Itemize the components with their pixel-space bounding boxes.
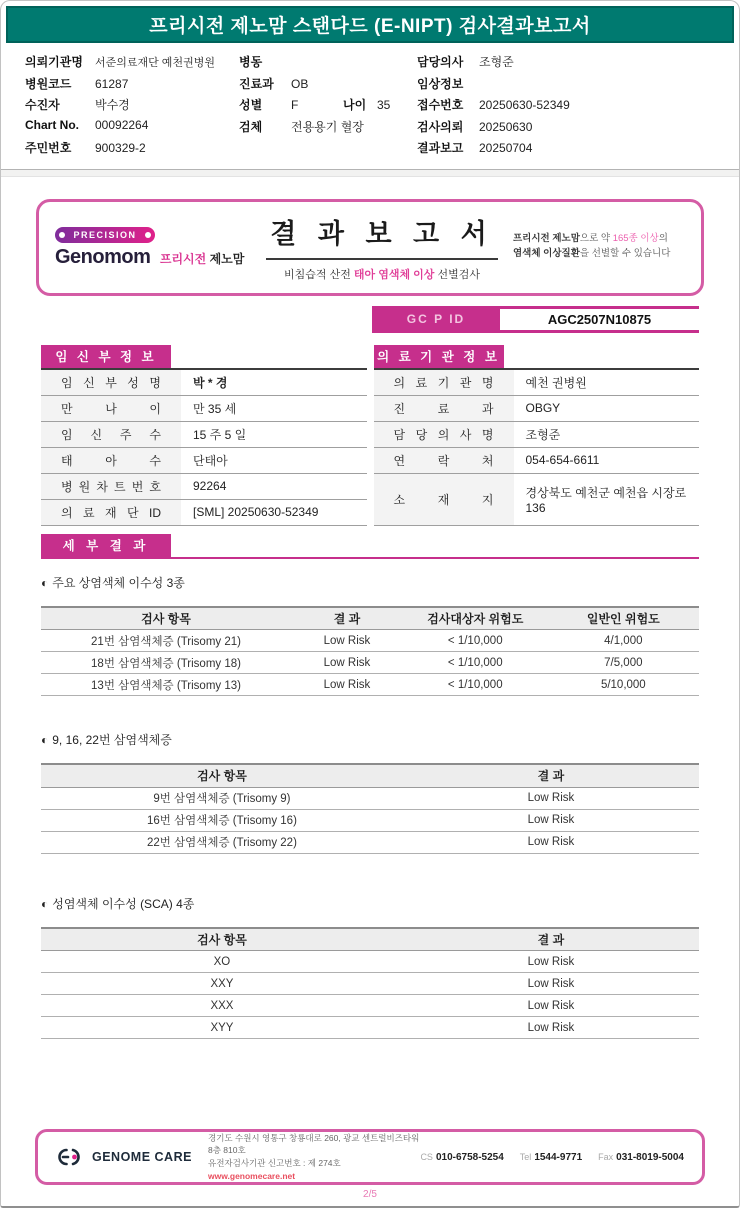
badge-dot-right-icon (145, 232, 151, 238)
table-row: 소 재 지 경상북도 예천군 예천읍 시장로 136 (374, 474, 700, 526)
field-sex-age: 성별 F 나이 35 (239, 98, 391, 112)
subsection-autosome-title: ◐ 주요 상염색체 이수성 3종 (41, 575, 185, 590)
field-specimen: 검체 전용용기 혈장 (239, 119, 364, 134)
table-row: 13번 삼염색체증 (Trisomy 13) Low Risk < 1/10,000 5/10,000 (41, 674, 699, 696)
table-row: 21번 삼염색체증 (Trisomy 21) Low Risk < 1/10,000 4/1,000 (41, 630, 699, 652)
half-circle-bullet-icon: ◐ (41, 896, 49, 911)
field-ward: 병동 (239, 55, 263, 69)
field-chart-no: Chart No. 00092264 (25, 117, 149, 132)
page-number: 2/5 (363, 1189, 377, 1200)
table-row: XXX Low Risk (41, 995, 699, 1017)
footer-logo-text: GENOME CARE (92, 1150, 192, 1164)
col-header: 검사 항목 (41, 928, 403, 951)
field-receipt-no: 접수번호 20250630-52349 (417, 98, 570, 112)
table-row: 18번 삼염색체증 (Trisomy 18) Low Risk < 1/10,000 7/5,000 (41, 652, 699, 674)
subsection-trisomy-title: ◐ 9, 16, 22번 삼염색체증 (41, 733, 172, 747)
col-header: 검사 항목 (41, 764, 403, 787)
gcpid-value: AGC2507N10875 (500, 306, 699, 333)
trisomy-result-table (41, 763, 699, 854)
maternal-info-table (41, 345, 367, 526)
report-header-box (36, 199, 704, 296)
report-title: 프리시전 제노맘 스탠다드 (E-NIPT) 검사결과보고서 (149, 16, 591, 37)
half-circle-bullet-icon: ◐ (41, 733, 49, 747)
col-header: 결 과 (291, 607, 403, 630)
gcpid-row (372, 306, 699, 333)
subsection-sca-title: ◐ 성염색체 이수성 (SCA) 4종 (41, 896, 195, 911)
table-row: 연 락 처 054-654-6611 (374, 448, 700, 474)
col-header: 결 과 (403, 928, 699, 951)
field-requesting-org: 의뢰기관명 서준의료재단 예천권병원 (25, 55, 215, 69)
col-header: 일반인 위험도 (548, 607, 699, 630)
detail-results-section-bar (41, 534, 699, 559)
table-row: 담 당 의 사 명 조형준 (374, 422, 700, 448)
detail-results-title: 세 부 결 과 (41, 534, 171, 557)
field-resident-no: 주민번호 900329-2 (25, 141, 146, 155)
field-hospital-code: 병원코드 61287 (25, 76, 129, 91)
maternal-info-title: 임 신 부 정 보 (41, 345, 171, 368)
patient-info-panel (1, 43, 739, 169)
table-row: 진 료 과 OBGY (374, 396, 700, 422)
patient-info-col3 (417, 53, 739, 161)
footer (1, 1129, 739, 1200)
table-row: 임 신 주 수 15 주 5 일 (41, 422, 367, 448)
col-header: 결 과 (403, 764, 699, 787)
badge-dot-left-icon (59, 232, 65, 238)
field-department: 진료과 OB (239, 76, 309, 91)
table-row: 임 신 부 성 명 박 * 경 (41, 370, 367, 396)
table-row: 의 료 재 단 ID [SML] 20250630-52349 (41, 500, 367, 526)
genome-care-logo-icon (56, 1146, 86, 1168)
institution-info-title: 의 료 기 관 정 보 (374, 345, 504, 368)
report-header-title: 결 과 보 고 서 (266, 212, 497, 260)
field-examinee: 수진자 박수경 (25, 98, 130, 112)
patient-info-col1 (25, 53, 239, 161)
report-header-note: 프리시전 제노맘으로 약 165종 이상의 염색체 이상질환을 선별할 수 있습니다 (513, 233, 671, 259)
table-row: 태 아 수 단태아 (41, 448, 367, 474)
autosome-result-table (41, 606, 699, 697)
col-header: 검사대상자 위험도 (403, 607, 548, 630)
col-header: 검사 항목 (41, 607, 291, 630)
table-row: 병 원 차 트 번 호 92264 (41, 474, 367, 500)
table-row: 9번 삼염색체증 (Trisomy 9) Low Risk (41, 787, 699, 809)
patient-info-divider (1, 169, 739, 177)
field-clinical-info: 임상정보 (417, 76, 464, 91)
report-header-center (251, 212, 513, 282)
half-circle-bullet-icon: ◐ (41, 575, 49, 590)
table-row: 22번 삼염색체증 (Trisomy 22) Low Risk (41, 831, 699, 853)
patient-info-col2 (239, 53, 417, 161)
gcpid-label: GC P ID (372, 306, 500, 333)
footer-address: 경기도 수원시 영통구 창룡대로 260, 광교 센트럴비즈타워 8층 810호 유전자검사기관 신고번호 : 제 274호 www.genomecare.net (208, 1132, 420, 1181)
field-doctor: 담당의사 조형준 (417, 55, 514, 69)
table-row: 16번 삼염색체증 (Trisomy 16) Low Risk (41, 809, 699, 831)
precision-badge: PRECISION (55, 227, 155, 243)
table-row: XYY Low Risk (41, 1017, 699, 1039)
institution-info-table (374, 345, 700, 526)
field-report-date: 결과보고 20250704 (417, 141, 533, 155)
footer-box (35, 1129, 705, 1185)
table-row: XO Low Risk (41, 951, 699, 973)
sca-result-table (41, 927, 699, 1040)
table-row: 만 나 이 만 35 세 (41, 396, 367, 422)
footer-contacts: CS 010-6758-5254 Tel 1544-9771 Fax 031-8019-5004 (420, 1151, 684, 1163)
table-row: XXY Low Risk (41, 973, 699, 995)
footer-website-link[interactable]: www.genomecare.net (208, 1170, 296, 1181)
genomom-logo: PRECISION Genomom 프리시전 제노맘 (55, 225, 251, 269)
report-title-bar (6, 6, 734, 43)
field-request-date: 검사의뢰 20250630 (417, 119, 533, 134)
report-header-subtitle: 비침습적 산전 태아 염색체 이상 선별검사 (284, 269, 480, 281)
table-row: 의 료 기 관 명 예천 권병원 (374, 370, 700, 396)
brand-wordmark: Genomom (55, 246, 151, 268)
